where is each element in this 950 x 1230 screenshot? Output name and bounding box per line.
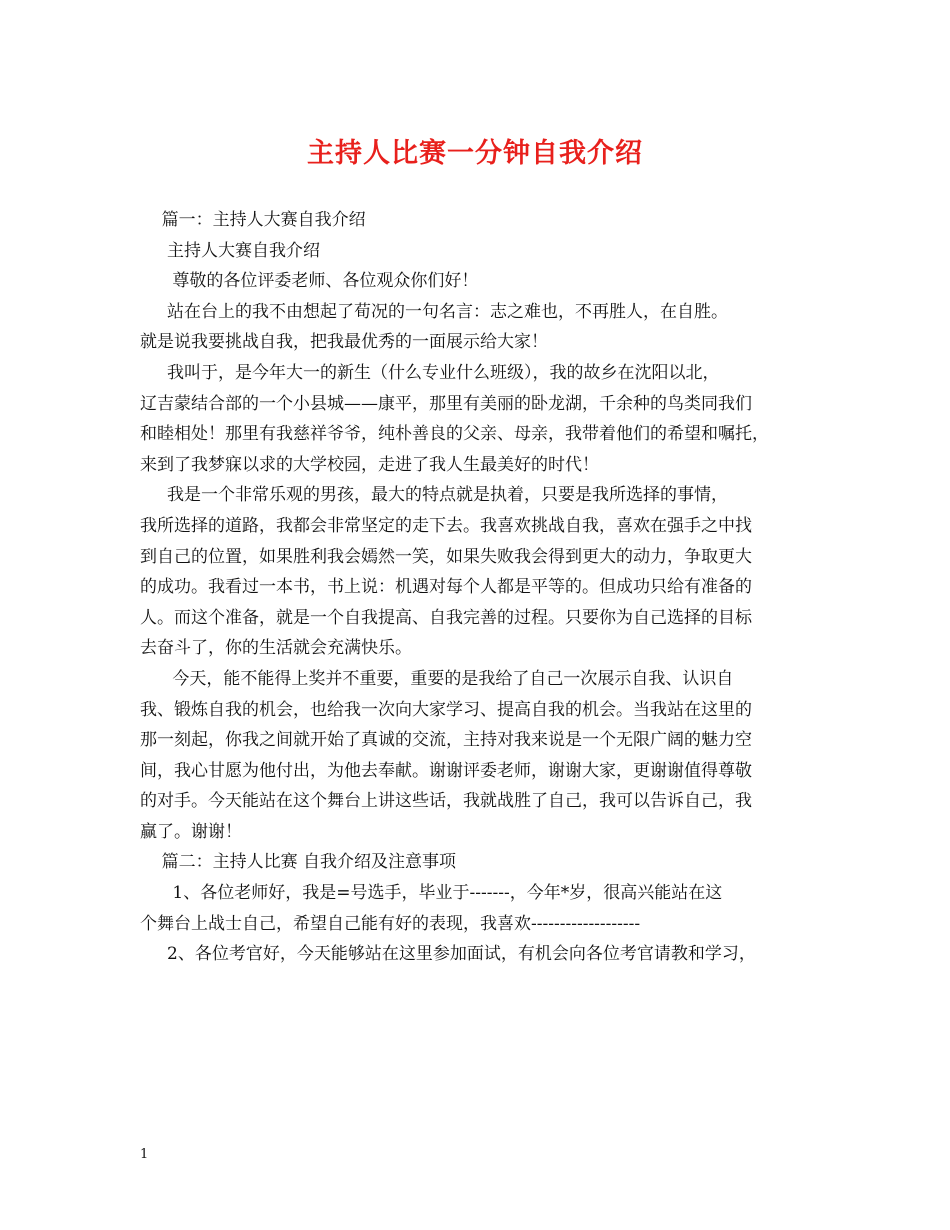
- text-line: 尊敬的各位评委老师、各位观众你们好！: [140, 271, 479, 292]
- text-line: 就是说我要挑战自我，把我最优秀的一面展示给大家！: [140, 332, 548, 353]
- text-line: 的成功。我看过一本书，书上说：机遇对每个人都是平等的。但成功只给有准备的: [140, 577, 752, 598]
- text-line: 去奋斗了，你的生活就会充满快乐。: [140, 638, 412, 659]
- text-line: 辽吉蒙结合部的一个小县城——康平，那里有美丽的卧龙湖，千余种的鸟类同我们: [140, 393, 752, 414]
- text-line: 和睦相处！那里有我慈祥爷爷，纯朴善良的父亲、母亲，我带着他们的希望和嘱托，: [140, 424, 769, 445]
- text-line: 那一刻起，你我之间就开始了真诚的交流，主持对我来说是一个无限广阔的魅力空: [140, 730, 752, 751]
- page-number: 1: [140, 1147, 149, 1162]
- text-line: 篇一：主持人大赛自我介绍: [140, 210, 366, 230]
- text-line: 主持人大赛自我介绍: [140, 240, 321, 261]
- document-body: [140, 205, 825, 970]
- text-line: 赢了。谢谢！: [140, 821, 242, 842]
- text-line: 我、锻炼自我的机会，也给我一次向大家学习、提高自我的机会。当我站在这里的: [140, 699, 752, 720]
- text-line: 1、各位老师好，我是=号选手，毕业于-------，今年*岁，很高兴能站在这: [140, 883, 723, 904]
- text-line: 我叫于，是今年大一的新生（什么专业什么班级），我的故乡在沈阳以北，: [140, 362, 720, 383]
- text-line: 间，我心甘愿为他付出，为他去奉献。谢谢评委老师，谢谢大家，更谢谢值得尊敬: [140, 760, 752, 781]
- text-line: 我所选择的道路，我都会非常坚定的走下去。我喜欢挑战自我，喜欢在强手之中找: [140, 515, 752, 536]
- text-line: 篇二：主持人比赛 自我介绍及注意事项: [140, 852, 457, 873]
- text-line: 个舞台上战士自己，希望自己能有好的表现，我喜欢-------------------: [140, 913, 641, 934]
- text-line: 来到了我梦寐以求的大学校园，走进了我人生最美好的时代！: [140, 454, 599, 475]
- document-title: 主持人比赛一分钟自我介绍: [307, 138, 643, 169]
- text-line: 我是一个非常乐观的男孩，最大的特点就是执着，只要是我所选择的事情，: [140, 485, 729, 506]
- text-line: 到自己的位置，如果胜利我会嫣然一笑，如果失败我会得到更大的动力，争取更大: [140, 546, 752, 567]
- text-line: 的对手。今天能站在这个舞台上讲这些话，我就战胜了自己，我可以告诉自己，我: [140, 791, 752, 812]
- text-line: 站在台上的我不由想起了荀况的一句名言：志之难也，不再胜人，在自胜。: [140, 301, 729, 322]
- text-line: 2、各位考官好，今天能够站在这里参加面试，有机会向各位考官请教和学习，: [140, 944, 756, 965]
- text-line: 今天，能不能得上奖并不重要，重要的是我给了自己一次展示自我、认识自: [140, 668, 734, 689]
- text-line: 人。而这个准备，就是一个自我提高、自我完善的过程。只要你为自己选择的目标: [140, 607, 752, 628]
